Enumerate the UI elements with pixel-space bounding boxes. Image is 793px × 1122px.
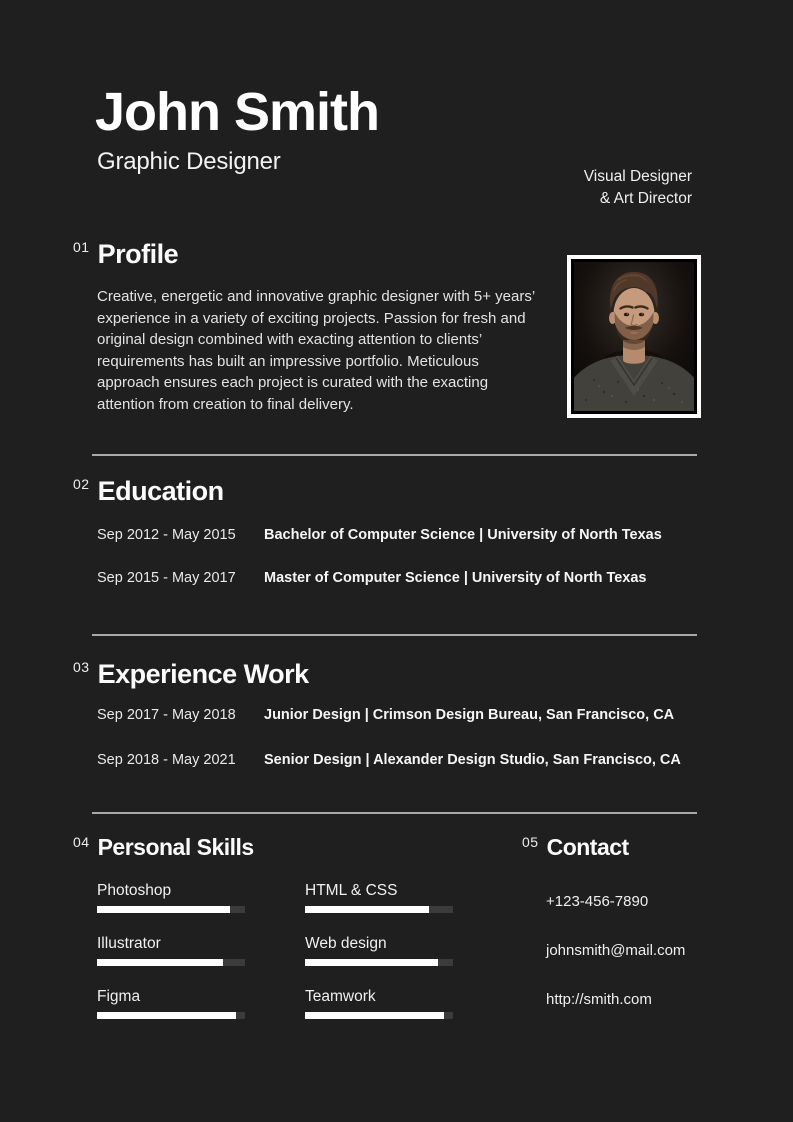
skill-label: Photoshop — [97, 882, 172, 899]
contact-email[interactable]: johnsmith@mail.com — [546, 942, 686, 959]
section-number: 01 — [73, 239, 90, 255]
skill-teamwork — [305, 988, 465, 1019]
education-dates: Sep 2012 - May 2015 — [97, 527, 236, 543]
education-dates: Sep 2015 - May 2017 — [97, 570, 236, 586]
profile-paragraph: Creative, energetic and innovative graphic designer with 5+ years’ experience in a variety of exciting projects. Passion for fresh and original design combined with exacting attention to clients’ requirements has built an impressive portfolio. Meticulous approach ensures each project is curated with the exacting attention from creation to final delivery. — [97, 288, 535, 413]
divider — [92, 634, 697, 636]
skills-column-right — [305, 882, 465, 1041]
profile-photo — [571, 259, 697, 414]
section-title-skills: Personal Skills — [97, 834, 254, 860]
tagline-line1: Visual Designer — [583, 168, 692, 185]
skill-label: Figma — [97, 988, 141, 1005]
section-title-contact: Contact — [546, 834, 629, 860]
skill-web-design — [305, 935, 465, 966]
experience-dates: Sep 2017 - May 2018 — [97, 707, 236, 723]
contact-website[interactable]: http://smith.com — [546, 991, 652, 1008]
skill-figma — [97, 988, 257, 1019]
section-title-profile: Profile — [97, 239, 179, 269]
job-title: Graphic Designer — [97, 148, 281, 175]
education-rows — [97, 525, 737, 588]
contact-items — [546, 893, 685, 1040]
skill-bar-track — [97, 1012, 245, 1019]
divider — [92, 454, 697, 456]
section-education-header — [73, 477, 224, 505]
tagline — [584, 166, 692, 210]
section-experience-header — [73, 660, 309, 688]
skill-illustrator — [97, 935, 257, 966]
skill-bar-track — [97, 906, 245, 913]
skills-column-left — [97, 882, 257, 1041]
skill-bar-fill — [97, 959, 223, 966]
portrait-illustration — [574, 262, 694, 411]
tagline-line2: & Art Director — [599, 190, 692, 207]
experience-dates: Sep 2018 - May 2021 — [97, 752, 236, 768]
skill-bar-fill — [97, 906, 230, 913]
section-number: 03 — [73, 659, 90, 675]
experience-detail: Junior Design | Crimson Design Bureau, San Francisco, CA — [264, 707, 675, 723]
skill-label: Teamwork — [305, 988, 376, 1005]
experience-row — [97, 705, 737, 725]
skill-bar-track — [305, 959, 453, 966]
experience-row — [97, 750, 737, 770]
experience-rows — [97, 705, 737, 770]
section-number: 04 — [73, 834, 90, 850]
skill-label: Web design — [305, 935, 387, 952]
education-detail: Master of Computer Science | University of North Texas — [264, 570, 647, 586]
section-skills-header — [73, 835, 254, 859]
skill-photoshop — [97, 882, 257, 913]
section-title-experience: Experience Work — [97, 659, 309, 689]
skill-bar-fill — [305, 906, 429, 913]
divider — [92, 812, 697, 814]
education-row — [97, 568, 737, 588]
section-number: 02 — [73, 476, 90, 492]
contact-phone[interactable]: +123-456-7890 — [546, 893, 649, 910]
skill-bar-track — [305, 906, 453, 913]
skill-bar-fill — [97, 1012, 236, 1019]
section-number: 05 — [522, 834, 539, 850]
profile-photo-frame — [567, 255, 701, 418]
page-title: John Smith — [95, 82, 379, 142]
skill-label: Illustrator — [97, 935, 161, 952]
skill-bar-track — [97, 959, 245, 966]
skill-label: HTML & CSS — [305, 882, 398, 899]
skill-bar-fill — [305, 1012, 444, 1019]
section-profile-header — [73, 240, 178, 268]
education-detail: Bachelor of Computer Science | University of North Texas — [264, 527, 662, 543]
education-row — [97, 525, 737, 545]
skill-bar-track — [305, 1012, 453, 1019]
skill-bar-fill — [305, 959, 438, 966]
skill-html-css — [305, 882, 465, 913]
section-contact-header — [522, 835, 629, 859]
section-title-education: Education — [97, 476, 224, 506]
experience-detail: Senior Design | Alexander Design Studio, San Francisco, CA — [264, 752, 681, 768]
